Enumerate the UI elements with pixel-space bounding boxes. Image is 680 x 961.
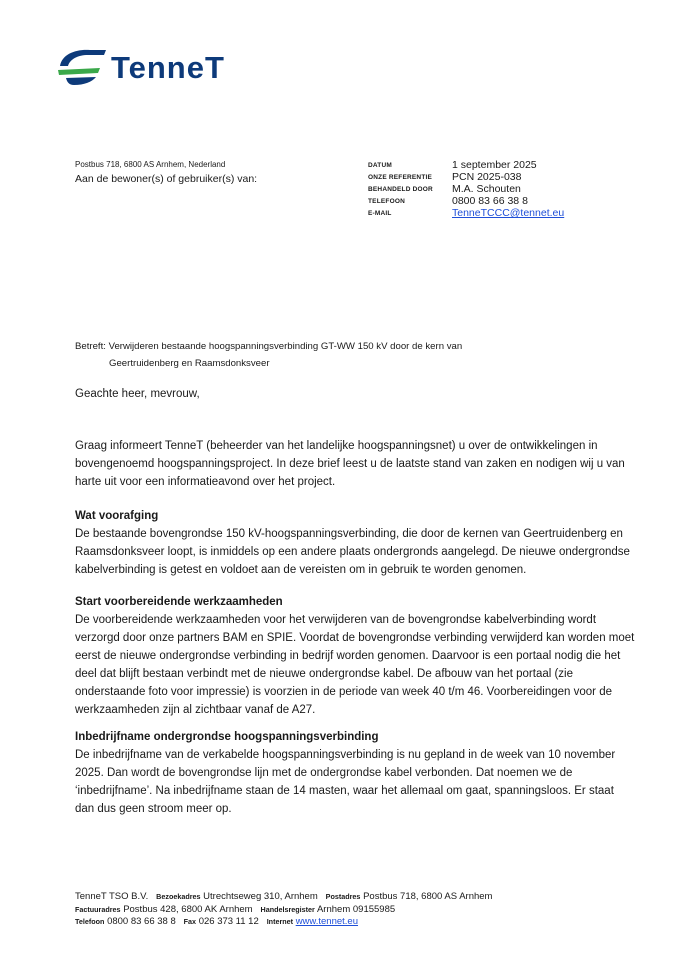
tennet-logo-mark-icon: [58, 48, 108, 86]
footer-value: 026 373 11 12: [198, 916, 259, 927]
footer-label: Fax: [183, 917, 197, 926]
footer-label: Postadres: [325, 892, 361, 901]
footer-company: TenneT TSO B.V.: [75, 891, 149, 902]
footer-line-3: [75, 916, 492, 929]
meta-row-email: [368, 207, 564, 219]
section-title: Wat voorafging: [75, 510, 159, 522]
footer: [75, 891, 492, 929]
footer-label: Bezoekadres: [156, 892, 201, 901]
footer-label: Factuuradres: [75, 904, 121, 914]
footer-label: Telefoon: [75, 917, 105, 926]
logo-wordmark: TenneT: [111, 49, 225, 85]
section-inbedrijfname: [75, 728, 635, 818]
meta-row-date: [368, 159, 564, 171]
meta-value: 0800 83 66 38 8: [452, 195, 528, 207]
meta-label: E-MAIL: [368, 210, 392, 217]
meta-label: ONZE REFERENTIE: [368, 174, 433, 181]
meta-label: DATUM: [368, 162, 392, 169]
section-title: Start voorbereidende werkzaamheden: [75, 596, 283, 608]
letter-meta: [368, 159, 564, 219]
subject-line-2: Geertruidenberg en Raamsdonksveer: [109, 358, 270, 369]
meta-value: PCN 2025-038: [452, 171, 522, 183]
website-link[interactable]: www.tennet.eu: [295, 916, 359, 927]
section-text: De bestaande bovengrondse 150 kV-hoogspanningsverbinding, die door de kernen van Geertruidenberg en Raamsdonksveer loopt, is inmiddels op een andere plaats ondergronds aangelegd. De nieuwe ondergrondse kabelverbinding is getest en voldoet aan de vereisten om in gebruik te worden genomen.: [75, 528, 630, 576]
footer-value: Arnhem 09155985: [316, 903, 396, 915]
tennet-logo: [58, 48, 225, 86]
section-text: De inbedrijfname van de verkabelde hoogspanningsverbinding is nu gepland in de week van 10 november 2025. Dan wordt de bovengrondse lijn met de ondergrondse kabel verbonden. Dat noemen we de ‘inbedrijfname’. Na inbedrijfname staan de 14 masten, waar het allemaal om gaat, spanningsloos. Er staat dan dus geen stroom meer op.: [75, 749, 616, 815]
recipient-line: Aan de bewoner(s) of gebruiker(s) van:: [75, 173, 258, 185]
meta-value: 1 september 2025: [452, 159, 537, 171]
section-wat-voorafging: [75, 507, 635, 579]
footer-value: 0800 83 66 38 8: [107, 916, 176, 927]
meta-row-phone: [368, 195, 564, 207]
section-text: De voorbereidende werkzaamheden voor het verwijderen van de bovengrondse kabelverbinding wordt verzorgd door onze partners BAM en SPIE. Voordat de bovengrondse verbinding verwijderd kan worden moet eerst de nieuwe ondergrondse verbinding in bedrijf worden genomen. Daarvoor is een portaal nodig die het deel dat blijft bestaan verbindt met de nieuwe ondergrondse kabel. De afbouw van het portaal (zie onderstaande foto voor impressie) is voorzien in de periode van week 40 t/m 46. Voorbereidingen voor de werkzaamheden zijn al zichtbaar vanaf de A27.: [75, 614, 635, 716]
subject: [75, 338, 462, 372]
sender-address: Postbus 718, 6800 AS Arnhem, Nederland: [75, 160, 226, 169]
footer-line-1: [75, 891, 492, 904]
meta-value: M.A. Schouten: [452, 183, 521, 195]
email-link[interactable]: TenneTCCC@tennet.eu: [452, 207, 565, 219]
meta-row-reference: [368, 171, 564, 183]
section-title: Inbedrijfname ondergrondse hoogspanningsverbinding: [75, 731, 379, 743]
intro-paragraph: Graag informeert TenneT (beheerder van het landelijke hoogspanningsnet) u over de ontwikkelingen in bovengenoemd hoogspanningsproject. In deze brief leest u de laatste stand van zaken en nodigen wij u van harte uit voor een informatieavond over het project.: [75, 440, 625, 488]
footer-value: Postbus 428, 6800 AK Arnhem: [123, 903, 253, 915]
footer-value: Postbus 718, 6800 AS Arnhem: [363, 891, 493, 902]
meta-label: BEHANDELD DOOR: [368, 186, 433, 193]
footer-label: Handelsregister: [260, 904, 315, 914]
footer-line-2: [75, 904, 492, 917]
meta-row-handled-by: [368, 183, 564, 195]
meta-label: TELEFOON: [368, 198, 405, 205]
footer-label: Internet: [266, 917, 294, 926]
footer-value: Utrechtseweg 310, Arnhem: [203, 891, 318, 902]
subject-line-1: Betreft: Verwijderen bestaande hoogspanningsverbinding GT-WW 150 kV door de kern van: [75, 341, 463, 352]
salutation: Geachte heer, mevrouw,: [75, 388, 200, 400]
section-start-werkzaamheden: [75, 593, 635, 719]
